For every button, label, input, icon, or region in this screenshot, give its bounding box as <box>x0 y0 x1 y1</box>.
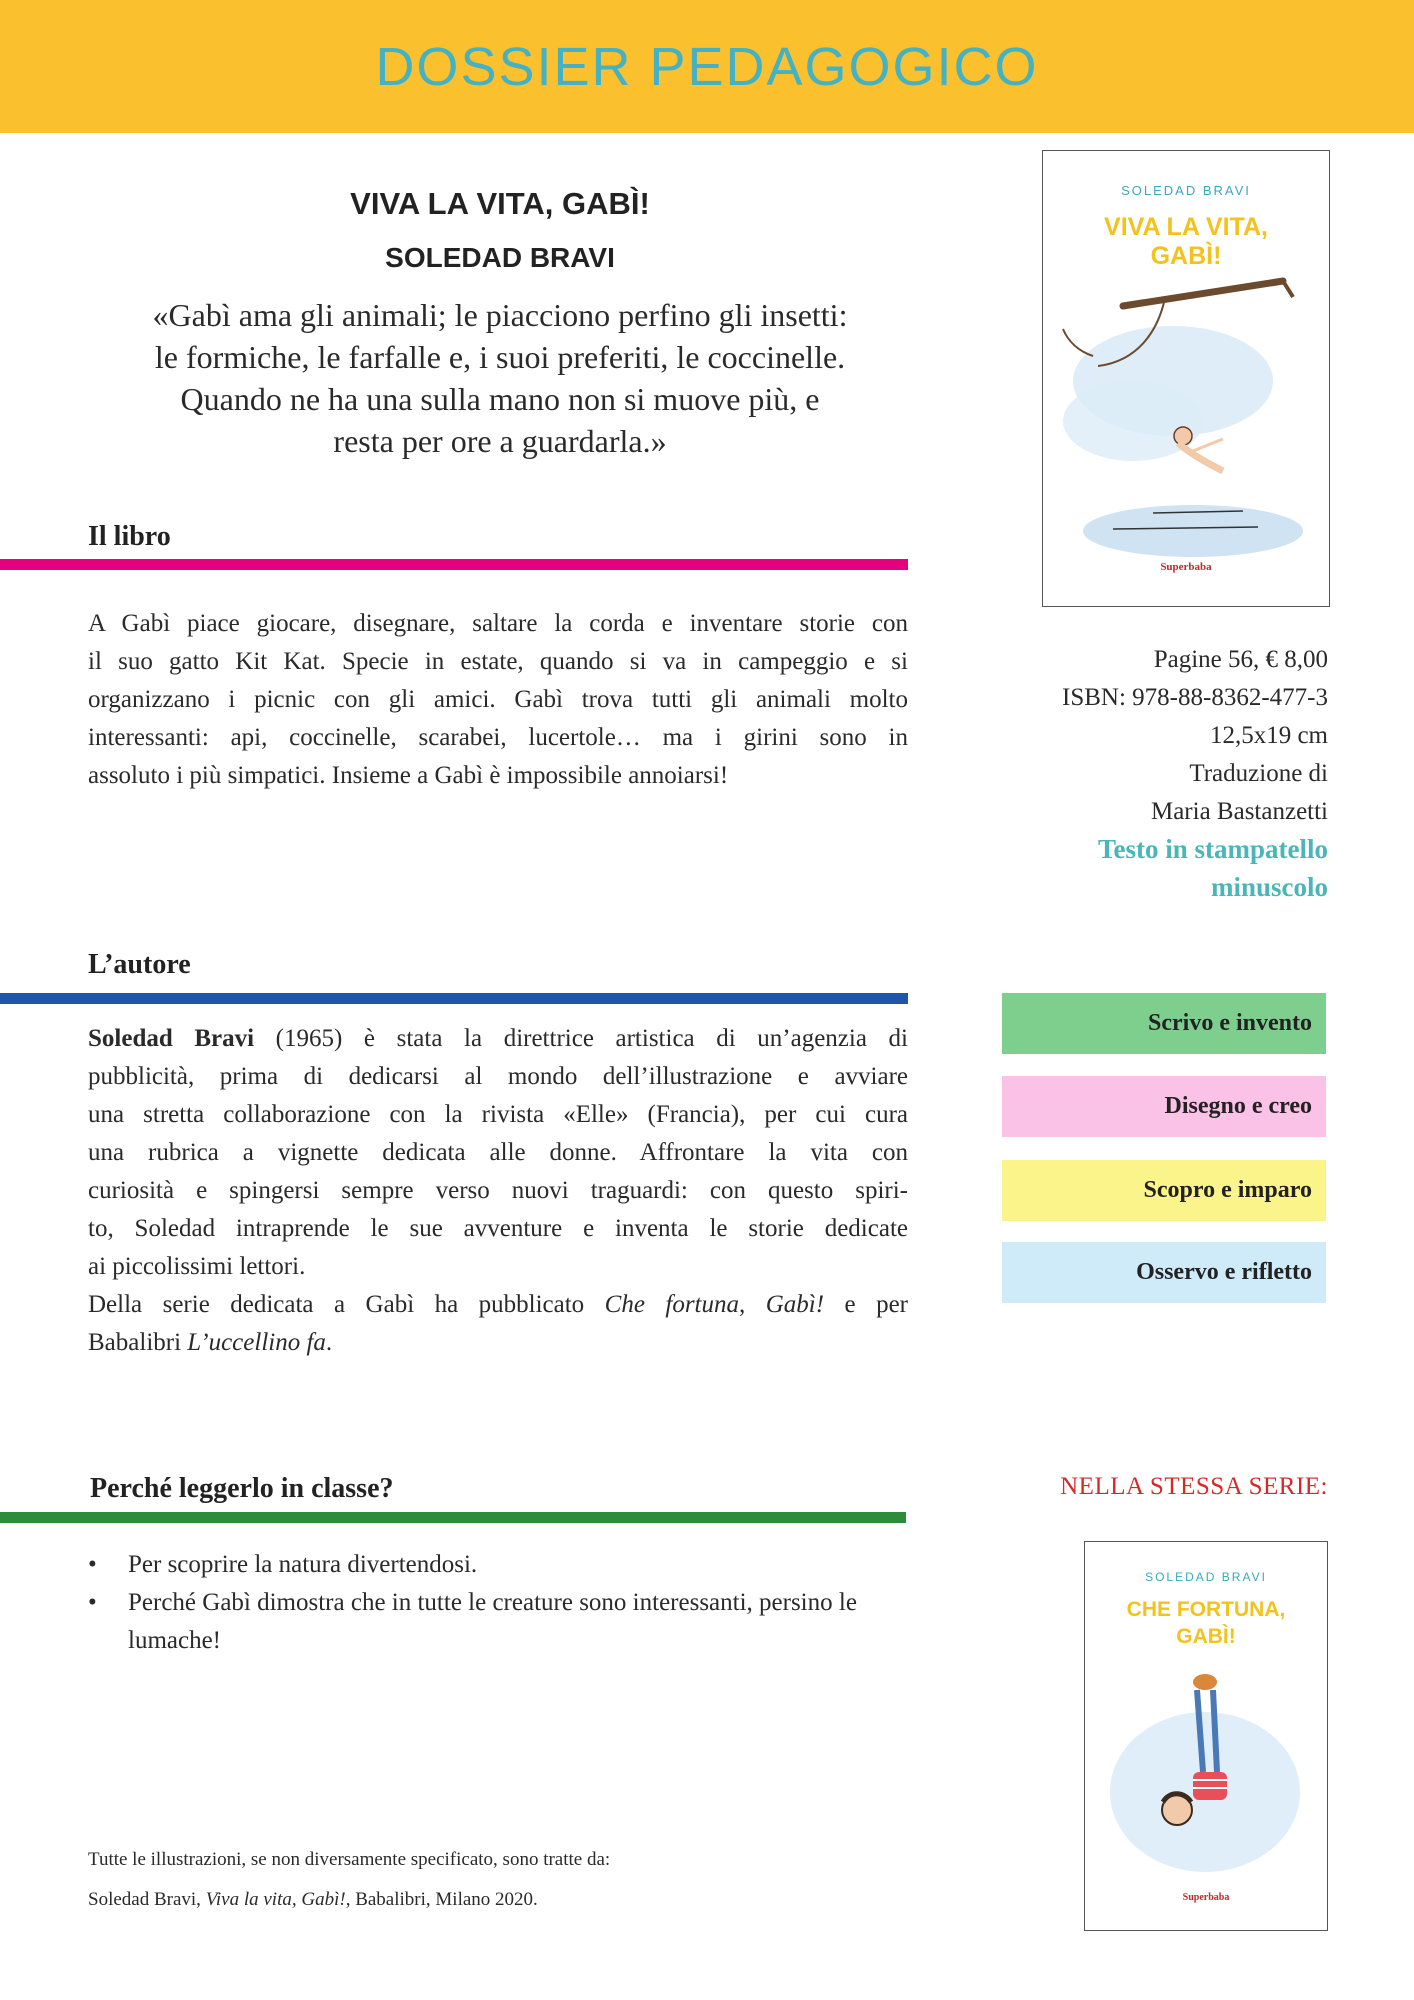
paragraph-line: interessanti: api, coccinelle, scarabei, lucertole… ma i girini sono in <box>88 724 908 751</box>
series-book-title: L’uccellino fa <box>187 1329 326 1356</box>
credits-text: , Babalibri, Milano 2020. <box>345 1889 538 1910</box>
quote-line: resta per ore a guardarla.» <box>333 423 667 459</box>
paragraph-text: Della serie dedicata a Gabì ha pubblicato <box>88 1291 605 1318</box>
cover-title-line: VIVA LA VITA, <box>1104 213 1268 241</box>
format-note-line: minuscolo <box>1210 872 1328 902</box>
paragraph-line: A Gabì piace giocare, disegnare, saltare la corda e inventare storie con <box>88 610 908 637</box>
paragraph-line: ai piccolissimi lettori. <box>88 1253 306 1280</box>
cover-author: SOLEDAD BRAVI <box>1121 183 1251 198</box>
cover-title-line: GABÌ! <box>1150 242 1222 270</box>
paragraph-line: curiosità e spingersi sempre verso nuovi traguardi: con questo spiri- <box>88 1177 908 1204</box>
format-note-line: Testo in stampatello <box>1097 834 1328 864</box>
section-heading-autore: L’autore <box>88 949 191 980</box>
illustration-credits <box>88 1840 888 1920</box>
series-label: NELLA STESSA SERIE: <box>1060 1473 1328 1500</box>
book-quote <box>90 294 910 462</box>
translator: Maria Bastanzetti <box>1150 798 1328 825</box>
series-book-title: Che fortuna, Gabì! <box>604 1291 825 1318</box>
paragraph-line: to, Soledad intraprende le sue avventure e inventa le storie dedicate <box>88 1215 908 1242</box>
section-rule-perche <box>0 1512 906 1523</box>
section-rule-libro <box>0 559 908 570</box>
cover-publisher-logo: Superbaba <box>1160 561 1212 573</box>
quote-line: Quando ne ha una sulla mano non si muove più, e <box>180 381 820 417</box>
credits-line <box>88 1880 888 1920</box>
section-heading-perche: Perché leggerlo in classe? <box>90 1473 394 1504</box>
credits-book-title: Viva la vita, Gabì! <box>205 1889 346 1910</box>
credits-text: Soledad Bravi, <box>88 1889 206 1910</box>
book-details <box>960 641 1328 831</box>
cover-author: SOLEDAD BRAVI <box>1145 1570 1267 1584</box>
list-item: • Perché Gabì dimostra che in tutte le creature sono interessanti, persino le lumache! <box>88 1584 898 1660</box>
list-item: • Per scoprire la natura divertendosi. <box>88 1546 898 1584</box>
cover-title <box>1043 213 1329 271</box>
isbn: ISBN: 978-88-8362-477-3 <box>1062 684 1328 711</box>
quote-line: «Gabì ama gli animali; le piacciono perfino gli insetti: <box>152 297 848 333</box>
cover-title-line: GABÌ! <box>1176 1625 1236 1648</box>
tag-scrivo-e-invento: Scrivo e invento <box>1002 993 1326 1054</box>
paragraph-line: assoluto i più simpatici. Insieme a Gabì è impossibile annoiarsi! <box>88 762 729 789</box>
pages-price: Pagine 56, € 8,00 <box>1153 646 1328 673</box>
cover-illustration <box>1085 1662 1327 1892</box>
header-banner <box>0 0 1414 133</box>
paragraph-line: una rubrica a vignette dedicata alle donne. Affrontare la vita con <box>88 1139 908 1166</box>
paragraph-line <box>88 1286 908 1324</box>
paragraph-text: (1965) è stata la direttrice artistica di un’agenzia di <box>254 1025 908 1052</box>
paragraph-text: Babalibri <box>88 1329 188 1356</box>
cover-title-line: CHE FORTUNA, <box>1126 1598 1286 1621</box>
tag-osservo-e-rifletto: Osservo e rifletto <box>1002 1242 1326 1303</box>
paragraph-line: una stretta collaborazione con la rivista «Elle» (Francia), per cui cura <box>88 1101 908 1128</box>
section-rule-autore <box>0 993 908 1004</box>
section-heading-libro: Il libro <box>88 521 171 552</box>
author-name: Soledad Bravi <box>88 1025 255 1052</box>
credits-line: Tutte le illustrazioni, se non diversamente specificato, sono tratte da: <box>88 1849 611 1870</box>
cover-publisher-logo: Superbaba <box>1182 1892 1230 1903</box>
book-cover-image <box>1042 150 1330 607</box>
page-title: DOSSIER PEDAGOGICO <box>375 37 1039 97</box>
paragraph-line <box>88 1324 908 1362</box>
book-size: 12,5x19 cm <box>1209 722 1328 749</box>
paragraph-line <box>88 1020 908 1058</box>
tag-scopro-e-imparo: Scopro e imparo <box>1002 1160 1326 1221</box>
book-title: VIVA LA VITA, GABÌ! <box>350 186 650 221</box>
format-note <box>960 830 1328 906</box>
autore-paragraph <box>88 1020 908 1362</box>
tag-disegno-e-creo: Disegno e creo <box>1002 1076 1326 1137</box>
book-author: SOLEDAD BRAVI <box>385 242 615 273</box>
quote-line: le formiche, le farfalle e, i suoi preferiti, le coccinelle. <box>154 339 846 375</box>
series-book-cover-image <box>1084 1541 1328 1931</box>
reasons-list <box>88 1546 898 1660</box>
paragraph-line: il suo gatto Kit Kat. Specie in estate, quando si va in campeggio e si <box>88 648 908 675</box>
cover-title <box>1085 1596 1327 1650</box>
paragraph-text: . <box>325 1329 333 1356</box>
paragraph-text: e per <box>824 1291 908 1318</box>
paragraph-line: pubblicità, prima di dedicarsi al mondo dell’illustrazione e avviare <box>88 1063 908 1090</box>
libro-paragraph <box>88 605 908 795</box>
translation-label: Traduzione di <box>1189 760 1328 787</box>
paragraph-line: organizzano i picnic con gli amici. Gabì trova tutti gli animali molto <box>88 686 908 713</box>
cover-illustration <box>1043 271 1329 561</box>
